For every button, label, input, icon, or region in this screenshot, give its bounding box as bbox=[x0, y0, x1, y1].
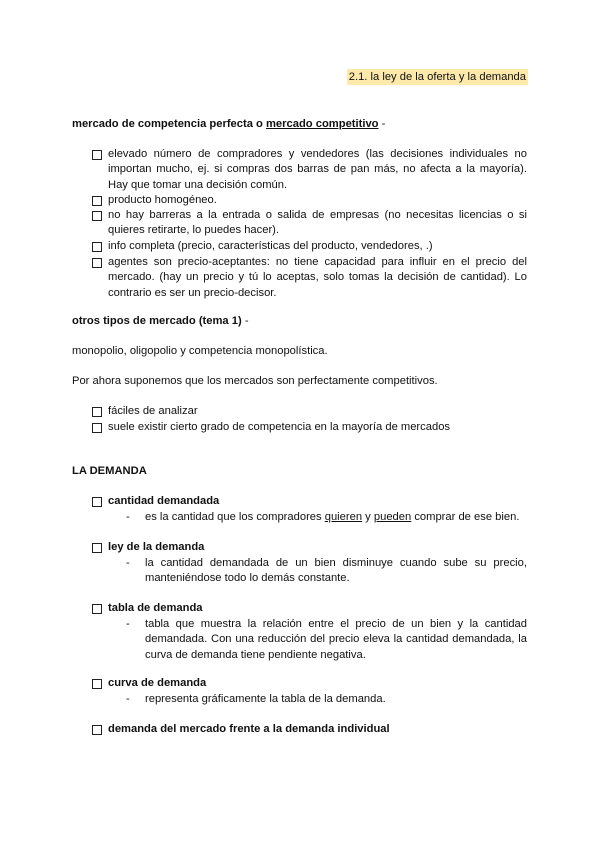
sub-item bbox=[126, 617, 527, 663]
section1-heading-underlined: mercado competitivo bbox=[265, 118, 379, 130]
checkbox-icon bbox=[92, 258, 102, 268]
sub-item bbox=[126, 510, 527, 525]
checklist-item-text: elevado número de compradores y vendedores (las decisiones individuales no importan mucho, ej. si compras dos barras de pan más, no afecta a la mayoría). Hay que tomar una decisión común. bbox=[108, 148, 527, 191]
checklist-item-title: cantidad demandada bbox=[108, 495, 220, 507]
section1-heading-suffix: - bbox=[378, 118, 386, 130]
checklist-item bbox=[92, 404, 527, 419]
checklist-item-text: info completa (precio, características del producto, vendedores, .) bbox=[108, 240, 433, 252]
checkbox-icon bbox=[92, 543, 102, 553]
checklist-item bbox=[92, 676, 527, 691]
checkbox-icon bbox=[92, 407, 102, 417]
checklist-item-title: demanda del mercado frente a la demanda individual bbox=[108, 723, 390, 735]
checklist-item-title: curva de demanda bbox=[108, 677, 207, 689]
section2-heading bbox=[72, 314, 249, 329]
sub-text-part: comprar de ese bien. bbox=[411, 511, 520, 523]
paragraph: monopolio, oligopolio y competencia monopolística. bbox=[72, 345, 328, 357]
section1-heading bbox=[72, 117, 385, 132]
dash-bullet: - bbox=[126, 618, 130, 630]
dash-bullet: - bbox=[126, 511, 130, 523]
checklist-item-text: agentes son precio-aceptantes: no tiene capacidad para influir en el precio del mercado. (hay un precio y tú lo aceptas, solo tomas la decisión de cantidad). Lo contrario es ser un precio-decisor. bbox=[108, 256, 527, 299]
checklist-item-text: producto homogéneo. bbox=[108, 194, 217, 206]
sub-text-part: y bbox=[362, 511, 374, 523]
checklist-item bbox=[92, 420, 527, 435]
section3-heading: LA DEMANDA bbox=[72, 465, 147, 477]
checkbox-icon bbox=[92, 423, 102, 433]
checklist-item bbox=[92, 601, 527, 616]
sub-item-text: tabla que muestra la relación entre el precio de un bien y la cantidad demandada. Con una reducción del precio eleva la cantidad demandada, la curva de demanda tiene pendiente negativa. bbox=[145, 618, 527, 661]
checkbox-icon bbox=[92, 150, 102, 160]
sub-text-part: es la cantidad que los compradores bbox=[145, 511, 325, 523]
sub-item-text bbox=[145, 510, 527, 525]
sub-item-text: la cantidad demandada de un bien disminuye cuando sube su precio, manteniéndose todo lo demás constante. bbox=[145, 557, 527, 585]
checklist-item-text: suele existir cierto grado de competencia en la mayoría de mercados bbox=[108, 421, 451, 433]
checkbox-icon bbox=[92, 604, 102, 614]
checklist-item bbox=[92, 255, 527, 301]
dash-bullet: - bbox=[126, 557, 130, 569]
section-header-tag: 2.1. la ley de la oferta y la demanda bbox=[347, 69, 528, 85]
checklist-item bbox=[92, 722, 527, 737]
checkbox-icon bbox=[92, 242, 102, 252]
sub-item bbox=[126, 556, 527, 587]
sub-item-text: representa gráficamente la tabla de la demanda. bbox=[145, 693, 386, 705]
checklist-item bbox=[92, 193, 527, 208]
sub-item bbox=[126, 692, 527, 707]
section2-heading-suffix: - bbox=[241, 315, 249, 327]
paragraph: Por ahora suponemos que los mercados son perfectamente competitivos. bbox=[72, 375, 438, 387]
checkbox-icon bbox=[92, 497, 102, 507]
checklist-item bbox=[92, 208, 527, 239]
dash-bullet: - bbox=[126, 693, 130, 705]
checkbox-icon bbox=[92, 211, 102, 221]
checkbox-icon bbox=[92, 679, 102, 689]
section2-heading-bold: otros tipos de mercado (tema 1) bbox=[72, 315, 242, 327]
checklist-item bbox=[92, 540, 527, 555]
checklist-item-text: no hay barreras a la entrada o salida de empresas (no necesitas licencias o si quieres retirarte, lo puedes hacer). bbox=[108, 209, 527, 237]
section1-heading-bold: mercado de competencia perfecta o bbox=[72, 118, 266, 130]
checklist-item bbox=[92, 239, 527, 254]
checkbox-icon bbox=[92, 725, 102, 735]
sub-text-underlined: pueden bbox=[373, 511, 412, 523]
checklist-item-title: ley de la demanda bbox=[108, 541, 205, 553]
sub-text-underlined: quieren bbox=[324, 511, 363, 523]
checklist-item-text: fáciles de analizar bbox=[108, 405, 198, 417]
checklist-item bbox=[92, 494, 527, 509]
checklist-item-title: tabla de demanda bbox=[108, 602, 203, 614]
checklist-item bbox=[92, 147, 527, 193]
checkbox-icon bbox=[92, 196, 102, 206]
